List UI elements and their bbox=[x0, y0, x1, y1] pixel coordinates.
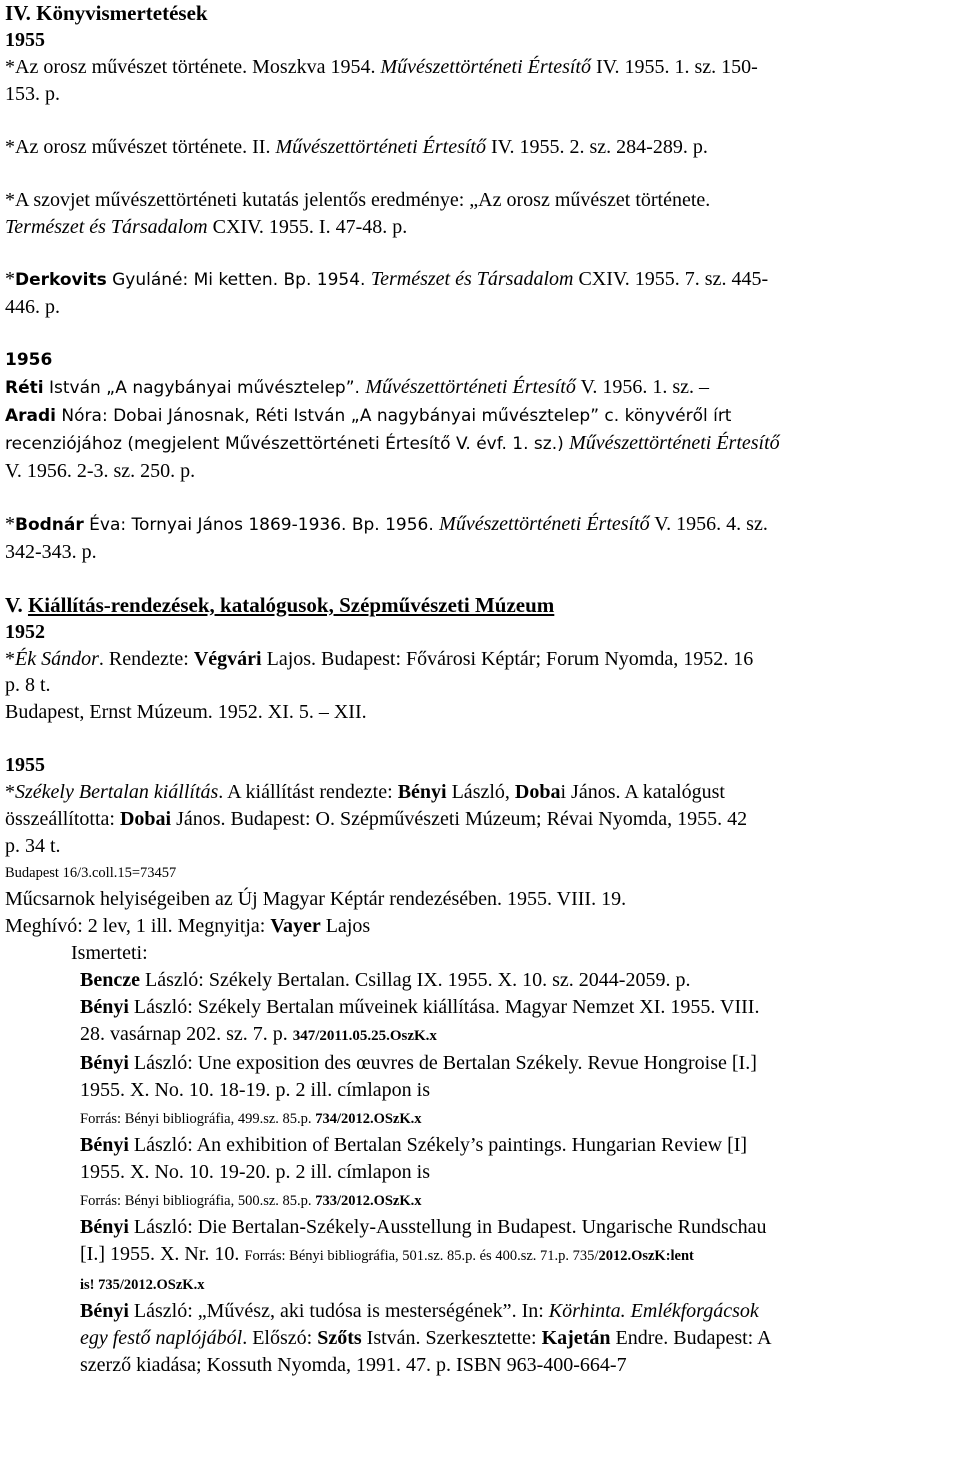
entry-text: Budapest, Ernst Múzeum. 1952. XI. 5. – XII. bbox=[5, 701, 367, 724]
entry-text: IV. 1955. 2. sz. 284-289. p. bbox=[485, 135, 708, 158]
exhibition-title: Ék Sándor bbox=[15, 647, 99, 670]
author-name: Derkovits bbox=[15, 270, 107, 291]
reviewed-by-label: Ismerteti: bbox=[71, 942, 148, 965]
entry-text: recenziójához (megjelent Művészettörténeti Értesítő V. évf. 1. sz.) bbox=[5, 433, 570, 454]
entry-text: [I.] 1955. X. Nr. 10. bbox=[80, 1243, 245, 1266]
journal-title: Természet és Társadalom bbox=[5, 215, 208, 238]
section-heading-v bbox=[5, 592, 960, 619]
author-name: Bodnár bbox=[15, 514, 84, 535]
year-1955-v: 1955 bbox=[5, 754, 45, 777]
entry-text: Endre. Budapest: A bbox=[610, 1327, 772, 1350]
entry-text: *Az orosz művészet története. II. bbox=[5, 135, 276, 158]
journal-title: Természet és Társadalom bbox=[370, 268, 574, 291]
library-note: Budapest 16/3.coll.15=73457 bbox=[5, 864, 177, 881]
catalog-number: 734/2012.OSzK.x bbox=[315, 1110, 422, 1127]
entry-text: 342-343. p. bbox=[5, 540, 97, 563]
entry-text: István „A nagybányai művésztelep”. bbox=[43, 378, 366, 399]
author-name: Végvári bbox=[193, 647, 262, 670]
entry-text: Meghívó: 2 lev, 1 ill. Megnyitja: bbox=[5, 915, 271, 938]
entry-text: László: „Művész, aki tudósa is mesterségének”. In: bbox=[128, 1300, 549, 1323]
entry-text: V. 1956. 4. sz. bbox=[649, 512, 768, 535]
review-bencze bbox=[80, 967, 960, 994]
entry-text: IV. 1955. 1. sz. 150- bbox=[590, 55, 758, 78]
year-1952: 1952 bbox=[5, 620, 45, 643]
entry-text: László: Székely Bertalan műveinek kiállítása. Magyar Nemzet XI. 1955. VIII. bbox=[128, 995, 760, 1018]
year-1955: 1955 bbox=[5, 29, 45, 51]
section-number: V. bbox=[5, 592, 28, 617]
section-heading-iv: IV. Könyvismertetések bbox=[5, 1, 208, 25]
author-name: Réti bbox=[5, 378, 44, 399]
entry-text: László: Székely Bertalan. Csillag IX. 1955. X. 10. sz. 2044-2059. p. bbox=[139, 969, 691, 992]
review-benyi-revue-hongroise bbox=[80, 1050, 960, 1132]
catalog-number: 347/2011.05.25.OszK.x bbox=[292, 1027, 437, 1044]
entry-derkovits bbox=[5, 266, 960, 321]
entry-text: 1955. X. No. 10. 19-20. p. 2 ill. címlapon is bbox=[80, 1161, 430, 1183]
entry-aradi bbox=[5, 402, 960, 485]
entry-text: p. 8 t. bbox=[5, 674, 51, 697]
author-name: Bényi bbox=[80, 1134, 129, 1157]
entry-text: *Az orosz művészet története. Moszkva 1954. bbox=[5, 55, 381, 78]
author-name: Kajetán bbox=[541, 1327, 611, 1350]
entry-text: 153. p. bbox=[5, 82, 60, 105]
journal-title: Művészettörténeti Értesítő bbox=[365, 376, 576, 399]
author-name: Bényi bbox=[80, 1300, 129, 1323]
entry-text: . Előszó: bbox=[242, 1327, 318, 1350]
journal-title: Művészettörténeti Értesítő bbox=[569, 431, 780, 454]
entry-text: . A kiállítást rendezte: bbox=[218, 781, 398, 804]
entry-text: Éva: Tornyai János 1869-1936. Bp. 1956. bbox=[83, 514, 440, 535]
entry-bodnar bbox=[5, 511, 960, 566]
author-name: Bényi bbox=[80, 1216, 129, 1239]
entry-text: * bbox=[5, 512, 15, 535]
entry-text: Lajos bbox=[320, 915, 371, 938]
journal-title: Művészettörténeti Értesítő bbox=[380, 55, 591, 78]
author-name: Doba bbox=[514, 781, 561, 804]
entry-szovjet bbox=[5, 187, 960, 241]
entry-text: * bbox=[5, 781, 15, 804]
entry-text: László: Die Bertalan-Székely-Ausstellung in Budapest. Ungarische Rundschau bbox=[128, 1216, 767, 1239]
entry-text: Lajos. Budapest: Fővárosi Képtár; Forum Nyomda, 1952. 16 bbox=[261, 647, 754, 670]
entry-text: V. 1956. 1. sz. – bbox=[575, 376, 709, 399]
section-title: Kiállítás-rendezések, katalógusok, Szépművészeti Múzeum bbox=[27, 592, 555, 617]
entry-text: . Rendezte: bbox=[98, 647, 194, 670]
entry-text: CXIV. 1955. 7. sz. 445- bbox=[573, 268, 769, 291]
entry-text: Gyuláné: Mi ketten. Bp. 1954. bbox=[106, 270, 371, 291]
entry-text: * bbox=[5, 647, 15, 670]
entry-text: összeállította: bbox=[5, 808, 120, 831]
entry-text: 1955. X. No. 10. 18-19. p. 2 ill. címlapon is bbox=[80, 1078, 430, 1101]
journal-title: Művészettörténeti Értesítő bbox=[439, 512, 650, 535]
book-title: egy festő naplójából bbox=[80, 1327, 243, 1350]
entry-text: István. Szerkesztette: bbox=[361, 1327, 542, 1350]
entry-text: V. 1956. 2-3. sz. 250. p. bbox=[5, 459, 196, 482]
catalog-number: 733/2012.OSzK.x bbox=[315, 1192, 422, 1209]
entry-text: László: Une exposition des œuvres de Bertalan Székely. Revue Hongroise [I.] bbox=[128, 1051, 757, 1074]
source-note: Forrás: Bényi bibliográfia, 500.sz. 85.p. bbox=[80, 1192, 316, 1209]
author-name: Bényi bbox=[80, 995, 129, 1018]
entry-szekely-kiallitas bbox=[5, 779, 960, 860]
journal-title: Művészettörténeti Értesítő bbox=[275, 135, 486, 158]
author-name: Bényi bbox=[80, 1051, 129, 1074]
catalog-number: is! 735/2012.OSzK.x bbox=[80, 1276, 205, 1293]
author-name: Aradi bbox=[5, 406, 57, 427]
mucsarnok-line: Műcsarnok helyiségeiben az Új Magyar Képtár rendezésében. 1955. VIII. 19. bbox=[5, 888, 627, 911]
book-title: Körhinta. Emlékforgácsok bbox=[548, 1300, 759, 1323]
author-name: Bencze bbox=[80, 969, 140, 992]
source-note: Forrás: Bényi bibliográfia, 499.sz. 85.p. bbox=[80, 1110, 316, 1127]
review-benyi-ungarische-rundschau bbox=[80, 1214, 960, 1298]
entry-text: János. Budapest: O. Szépművészeti Múzeum; Révai Nyomda, 1955. 42 bbox=[171, 808, 748, 831]
review-benyi-korhinta bbox=[80, 1298, 960, 1379]
entry-text: CXIV. 1955. I. 47-48. p. bbox=[207, 215, 408, 238]
entry-text: 28. vasárnap 202. sz. 7. p. bbox=[80, 1022, 293, 1045]
entry-text: * bbox=[5, 268, 15, 291]
entry-text: László: An exhibition of Bertalan Székely’s paintings. Hungarian Review [I] bbox=[128, 1134, 748, 1157]
year-1956: 1956 bbox=[5, 350, 53, 371]
entry-text: Nóra: Dobai Jánosnak, Réti István „A nagybányai művésztelep” c. könyvéről írt bbox=[56, 406, 732, 427]
author-name: Dobai bbox=[119, 808, 172, 831]
entry-text: szerző kiadása; Kossuth Nyomda, 1991. 47. p. ISBN 963-400-664-7 bbox=[80, 1354, 627, 1377]
author-name: Vayer bbox=[270, 915, 321, 938]
entry-reti bbox=[5, 374, 960, 402]
entry-text: *A szovjet művészettörténeti kutatás jelentős eredménye: „Az orosz művészet története. bbox=[5, 188, 711, 211]
entry-text: i János. A katalógust bbox=[560, 781, 725, 804]
entry-orosz-2 bbox=[5, 134, 960, 161]
exhibition-title: Székely Bertalan kiállítás bbox=[15, 781, 219, 804]
invitation-line bbox=[5, 913, 960, 940]
entry-text: p. 34 t. bbox=[5, 834, 61, 857]
entry-ek-sandor bbox=[5, 646, 960, 727]
author-name: Szőts bbox=[317, 1327, 362, 1350]
review-benyi-hungarian-review bbox=[80, 1132, 960, 1214]
source-note: Forrás: Bényi bibliográfia, 501.sz. 85.p. és 400.sz. 71.p. 735/ bbox=[244, 1248, 599, 1265]
author-name: Bényi bbox=[397, 781, 447, 804]
entry-text: 446. p. bbox=[5, 296, 60, 319]
entry-text: László, bbox=[446, 781, 515, 804]
entry-orosz-1 bbox=[5, 54, 960, 108]
review-benyi-magyar-nemzet bbox=[80, 994, 960, 1050]
catalog-number: 2012.OszK:lent bbox=[598, 1248, 694, 1265]
